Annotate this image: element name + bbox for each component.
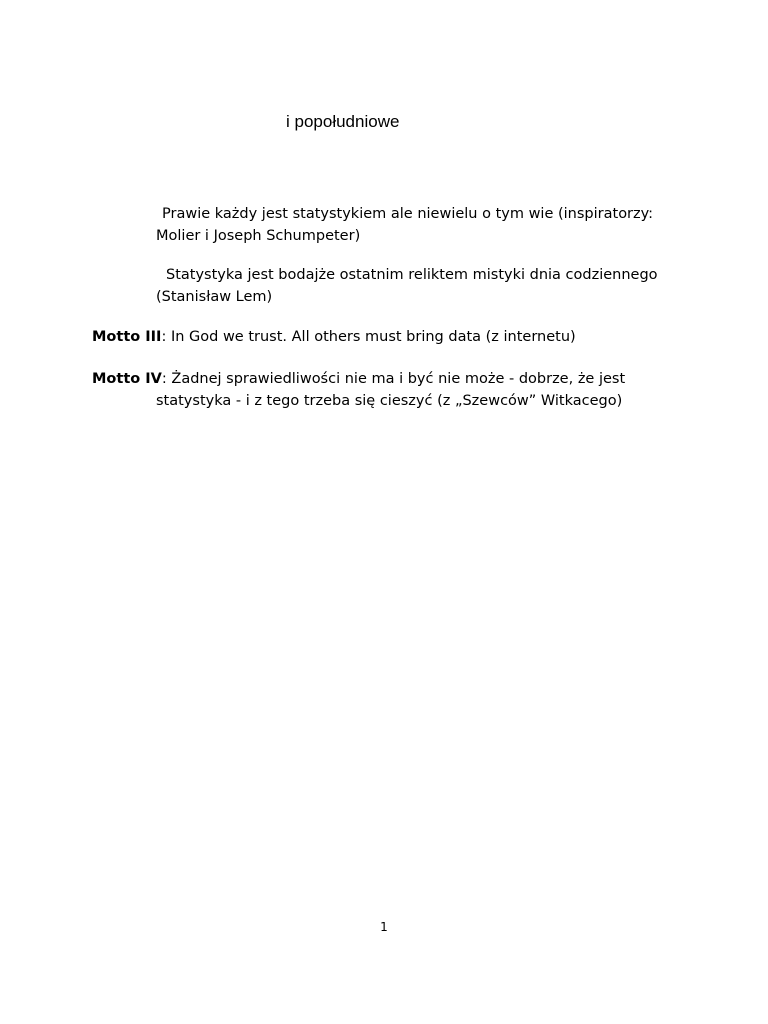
motto-three: [92, 326, 576, 348]
section-heading: i popołudniowe: [286, 112, 400, 131]
motto-label: Motto IV: [92, 371, 162, 387]
motto-four: [92, 368, 625, 412]
motto-label: Motto III: [92, 329, 162, 345]
quote-line: Molier i Joseph Schumpeter): [156, 228, 361, 244]
quote-line: (Stanisław Lem): [156, 289, 273, 305]
quote-line: Statystyka jest bodajże ostatnim reliktem mistyki dnia codziennego: [166, 267, 658, 283]
motto-text: : In God we trust. All others must bring data (z internetu): [161, 329, 576, 345]
quote-schumpeter: [156, 203, 653, 247]
motto-text: : Żadnej sprawiedliwości nie ma i być nie może - dobrze, że jest: [161, 371, 626, 387]
quote-lem: [156, 264, 658, 308]
page-number: 1: [380, 920, 388, 934]
quote-line: Prawie każdy jest statystykiem ale niewielu o tym wie (inspiratorzy:: [162, 206, 654, 222]
motto-continuation: statystyka - i z tego trzeba się cieszyć (z „Szewców” Witkacego): [156, 393, 623, 409]
